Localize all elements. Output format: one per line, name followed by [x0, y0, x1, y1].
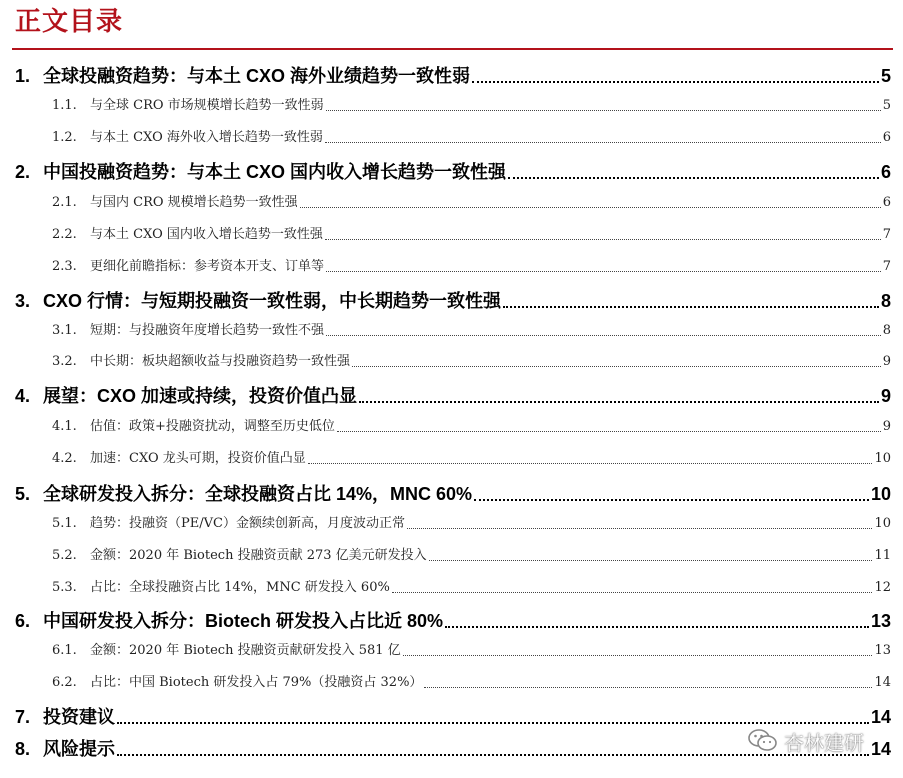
- toc-leader-dots: [300, 207, 881, 208]
- toc-page-number: 14: [870, 739, 891, 759]
- watermark: [748, 724, 898, 758]
- toc-page-number: 14: [874, 675, 891, 690]
- toc-leader-dots: [326, 271, 881, 272]
- toc-subsection[interactable]: [52, 514, 891, 534]
- toc-label: 中国研发投入拆分：Biotech 研发投入占比近 80%: [43, 611, 444, 631]
- toc-number: 5.3.: [52, 580, 77, 595]
- toc-label: 估值：政策+投融资扰动，调整至历史低位: [90, 419, 335, 434]
- toc-label: 与全球 CRO 市场规模增长趋势一致性弱: [90, 98, 324, 113]
- toc-label: 占比：中国 Biotech 研发投入占 79%（投融资占 32%）: [90, 675, 423, 690]
- toc-subsection[interactable]: [52, 546, 891, 566]
- toc-number: 2.: [15, 162, 31, 182]
- toc-page-number: 6: [882, 195, 891, 210]
- toc-page-number: 6: [882, 130, 891, 145]
- toc-leader-dots: [445, 626, 869, 628]
- toc-label: 加速：CXO 龙头可期，投资价值凸显: [90, 451, 306, 466]
- toc-number: 1.2.: [52, 130, 77, 145]
- toc-number: 4.: [15, 386, 31, 406]
- toc-subsection[interactable]: [52, 257, 891, 277]
- toc-number: 7.: [15, 707, 31, 727]
- toc-number: 2.1.: [52, 195, 77, 210]
- toc-number: 5.: [15, 484, 31, 504]
- toc-subsection[interactable]: [52, 193, 891, 213]
- toc-page-number: 5: [882, 98, 891, 113]
- toc-subsection[interactable]: [52, 96, 891, 116]
- toc-label: 全球投融资趋势：与本土 CXO 海外业绩趋势一致性弱: [43, 66, 471, 86]
- toc-label: 与本土 CXO 海外收入增长趋势一致性弱: [90, 130, 323, 145]
- toc-label: 占比：全球投融资占比 14%，MNC 研发投入 60%: [90, 580, 390, 595]
- toc-number: 5.2.: [52, 548, 77, 563]
- toc-number: 1.1.: [52, 98, 77, 113]
- toc-leader-dots: [325, 142, 881, 143]
- toc-number: 5.1.: [52, 516, 77, 531]
- toc-label: 金额：2020 年 Biotech 投融资贡献研发投入 581 亿: [90, 643, 401, 658]
- toc-number: 3.2.: [52, 354, 77, 369]
- toc-subsection[interactable]: [52, 128, 891, 148]
- toc-label: 趋势：投融资（PE/VC）金额续创新高，月度波动正常: [90, 516, 405, 531]
- toc-page-number: 7: [882, 259, 891, 274]
- toc-subsection[interactable]: [52, 417, 891, 437]
- toc-leader-dots: [424, 687, 872, 688]
- toc-label: 金额：2020 年 Biotech 投融资贡献 273 亿美元研发投入: [90, 548, 427, 563]
- toc-page-number: 8: [882, 323, 891, 338]
- toc-subsection[interactable]: [52, 352, 891, 372]
- toc-leader-dots: [325, 239, 881, 240]
- toc-leader-dots: [326, 335, 881, 336]
- toc-page-number: 7: [882, 227, 891, 242]
- toc-number: 4.2.: [52, 451, 77, 466]
- toc-page-number: 10: [870, 484, 891, 504]
- toc-page-number: 9: [882, 354, 891, 369]
- toc-number: 6.2.: [52, 675, 77, 690]
- toc-number: 2.2.: [52, 227, 77, 242]
- toc-label: 中长期：板块超额收益与投融资趋势一致性强: [90, 354, 351, 369]
- toc-subsection[interactable]: [52, 673, 891, 693]
- toc-leader-dots: [429, 560, 873, 561]
- toc-label: 与本土 CXO 国内收入增长趋势一致性强: [90, 227, 323, 242]
- toc-leader-dots: [359, 401, 879, 403]
- toc-section[interactable]: [15, 383, 891, 409]
- toc-subsection[interactable]: [52, 449, 891, 469]
- toc-number: 6.1.: [52, 643, 77, 658]
- toc-page-number: 13: [874, 643, 891, 658]
- toc-subsection[interactable]: [52, 578, 891, 598]
- toc-leader-dots: [352, 366, 881, 367]
- toc-page-number: 5: [880, 66, 891, 86]
- toc-label: 与国内 CRO 规模增长趋势一致性强: [90, 195, 298, 210]
- toc-number: 1.: [15, 66, 31, 86]
- watermark-text: 杏林建研: [784, 730, 864, 755]
- toc-label: 投资建议: [43, 707, 115, 727]
- toc-page-number: 6: [880, 162, 891, 182]
- title-divider: [12, 48, 893, 50]
- page-title: 正文目录: [15, 7, 124, 37]
- toc-subsection[interactable]: [52, 225, 891, 245]
- toc-section[interactable]: [15, 159, 891, 185]
- toc-page-number: 9: [880, 386, 891, 406]
- toc-number: 2.3.: [52, 259, 77, 274]
- toc-number: 3.: [15, 291, 31, 311]
- toc-leader-dots: [474, 499, 869, 501]
- toc-leader-dots: [392, 592, 873, 593]
- toc-page-number: 9: [882, 419, 891, 434]
- toc-leader-dots: [403, 655, 873, 656]
- toc-section[interactable]: [15, 481, 891, 507]
- toc-label: 更细化前瞻指标：参考资本开支、订单等: [90, 259, 325, 274]
- toc-section[interactable]: [15, 608, 891, 634]
- toc-leader-dots: [503, 306, 879, 308]
- toc-section[interactable]: [15, 63, 891, 89]
- toc-label: CXO 行情：与短期投融资一致性弱，中长期趋势一致性强: [43, 291, 502, 311]
- toc-page-number: 12: [874, 580, 891, 595]
- toc-label: 短期：与投融资年度增长趋势一致性不强: [90, 323, 325, 338]
- toc-label: 风险提示: [43, 739, 115, 759]
- toc-leader-dots: [337, 431, 881, 432]
- toc-label: 中国投融资趋势：与本土 CXO 国内收入增长趋势一致性强: [43, 162, 507, 182]
- toc-leader-dots: [326, 110, 881, 111]
- toc-page-number: 13: [870, 611, 891, 631]
- toc-page-number: 10: [874, 516, 891, 531]
- toc-page-number: 10: [874, 451, 891, 466]
- toc-section[interactable]: [15, 288, 891, 314]
- toc-number: 8.: [15, 739, 31, 759]
- wechat-icon: [748, 728, 778, 754]
- toc-leader-dots: [407, 528, 873, 529]
- toc-subsection[interactable]: [52, 321, 891, 341]
- toc-number: 6.: [15, 611, 31, 631]
- toc-leader-dots: [508, 177, 879, 179]
- toc-number: 4.1.: [52, 419, 77, 434]
- toc-number: 3.1.: [52, 323, 77, 338]
- toc-subsection[interactable]: [52, 641, 891, 661]
- toc-label: 全球研发投入拆分：全球投融资占比 14%，MNC 60%: [43, 484, 473, 504]
- toc-page-number: 11: [874, 548, 891, 563]
- toc-page-number: 14: [870, 707, 891, 727]
- toc-label: 展望：CXO 加速或持续，投资价值凸显: [43, 386, 358, 406]
- toc-leader-dots: [308, 463, 873, 464]
- toc-page-number: 8: [880, 291, 891, 311]
- toc-leader-dots: [472, 81, 879, 83]
